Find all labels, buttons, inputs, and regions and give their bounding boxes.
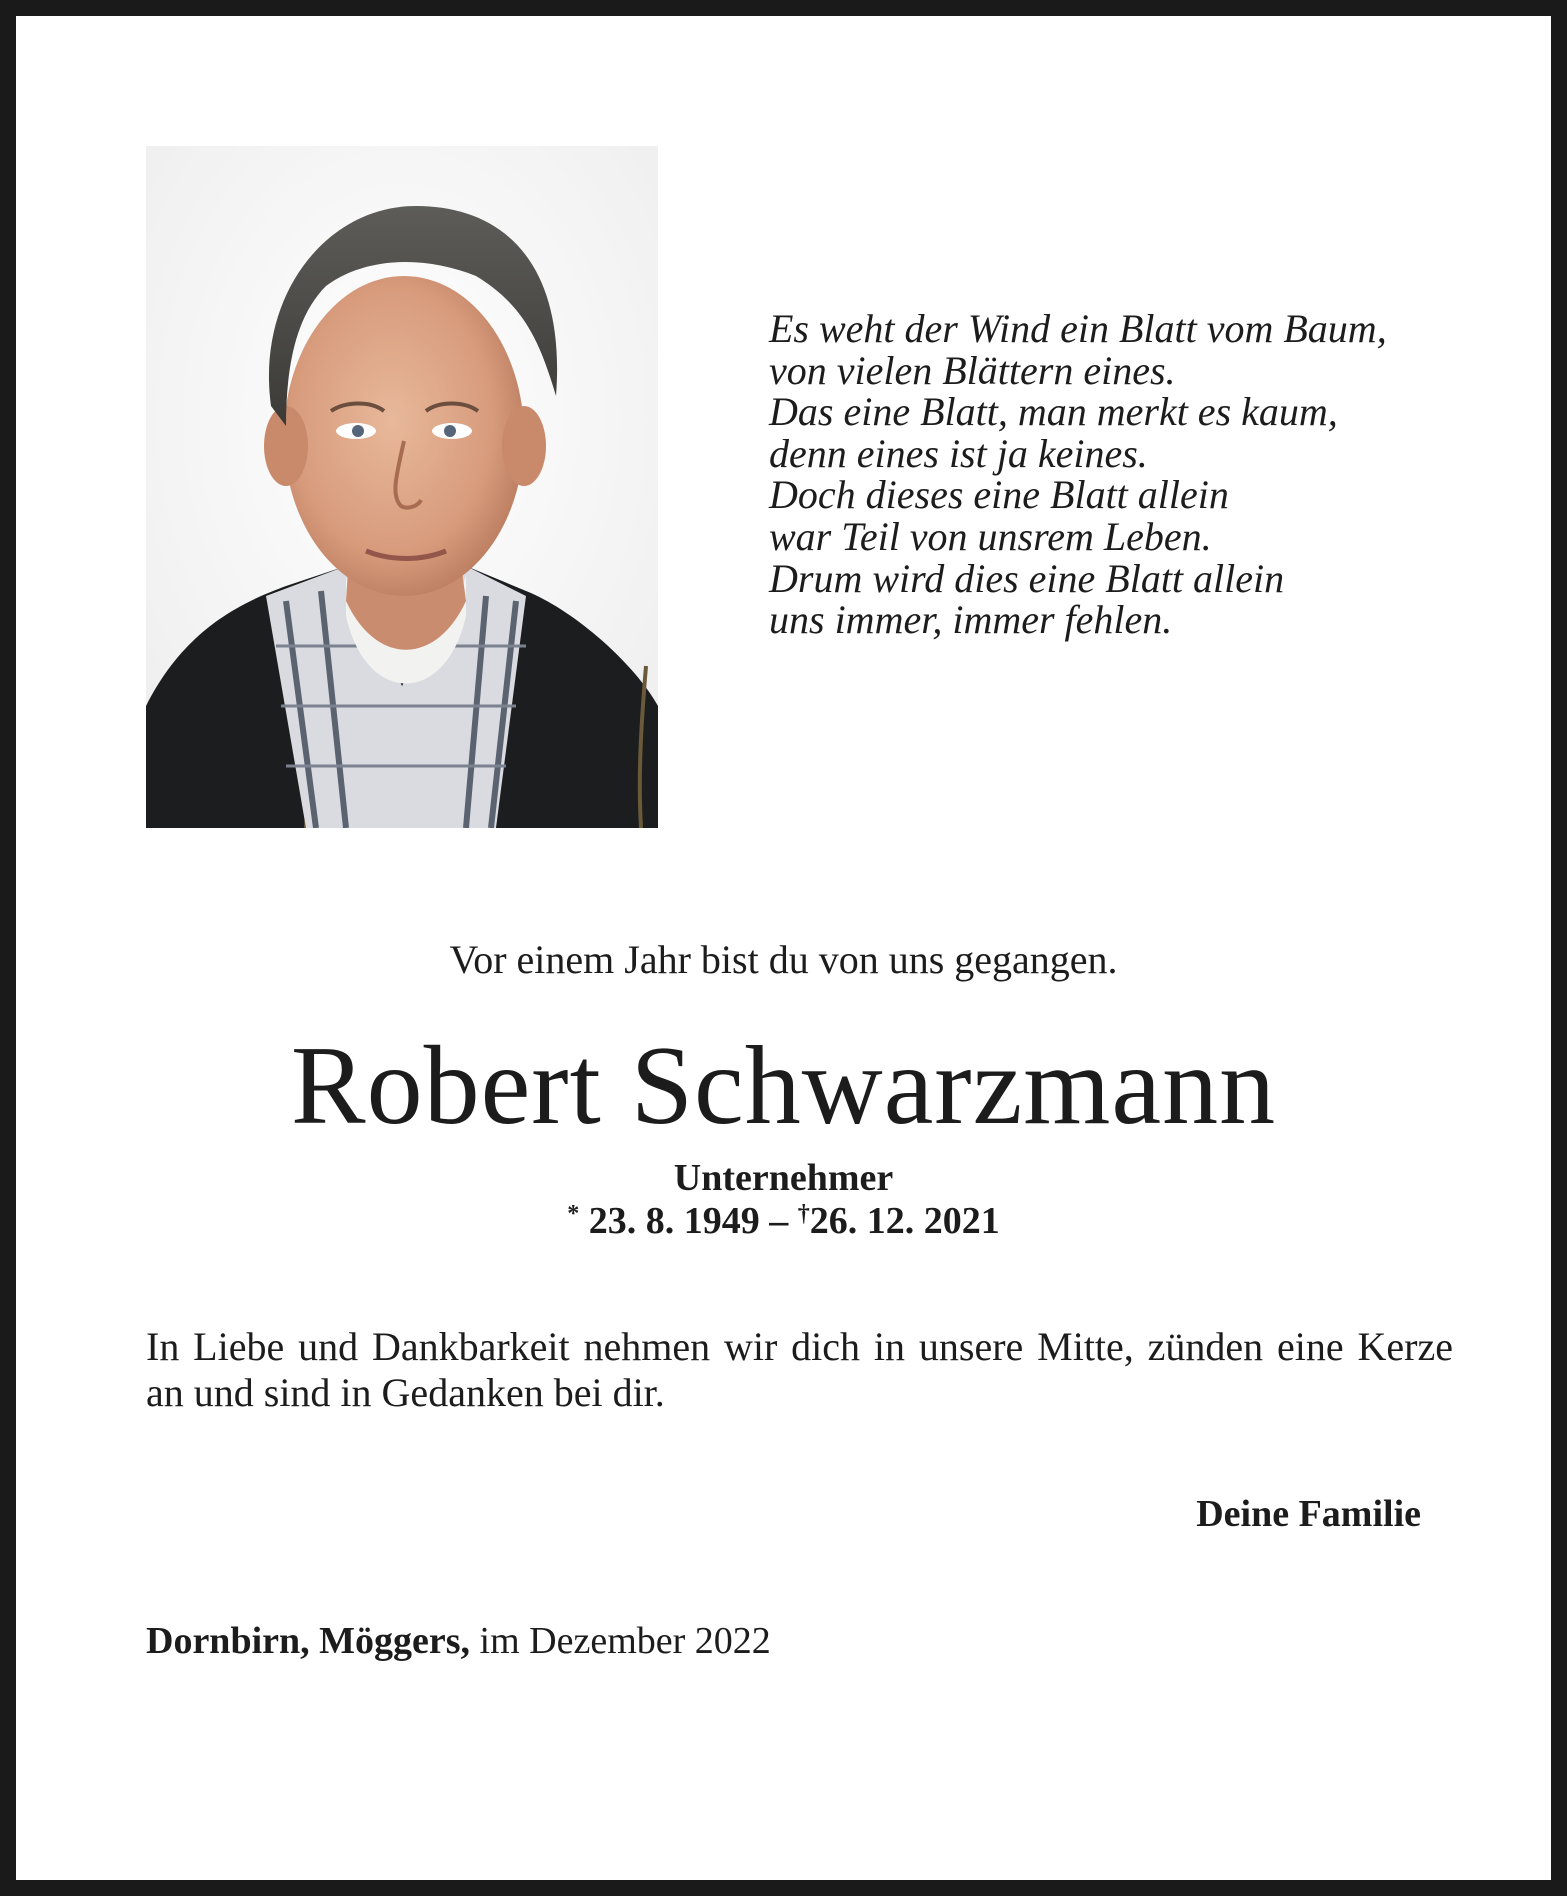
poem-line: Es weht der Wind ein Blatt vom Baum, [769, 306, 1387, 351]
memorial-message: In Liebe und Dankbarkeit nehmen wir dich in unsere Mitte, zünden eine Kerze an und sind in Gedanken bei dir. [146, 1324, 1453, 1415]
life-dates [16, 1199, 1551, 1243]
locations: Dornbirn, Möggers, [146, 1620, 471, 1662]
poem-line: von vielen Blättern eines. [769, 347, 1176, 393]
poem-line: Das eine Blatt, man merkt es kaum, [769, 389, 1338, 435]
portrait-illustration [146, 146, 658, 828]
publication-date: im Dezember 2022 [479, 1620, 771, 1662]
profession: Unternehmer [673, 1157, 894, 1199]
poem-line: denn eines ist ja keines. [769, 430, 1148, 476]
birth-date: 23. 8. 1949 [588, 1200, 760, 1242]
deceased-name: Robert Schwarzmann [290, 1024, 1277, 1148]
place-and-date [146, 1619, 771, 1663]
poem [769, 308, 1469, 641]
poem-line: Doch dieses eine Blatt allein [769, 472, 1229, 518]
death-symbol: † [797, 1201, 810, 1227]
date-separator: – [769, 1200, 789, 1242]
intro-text: Vor einem Jahr bist du von uns gegangen. [449, 937, 1118, 982]
poem-line: uns immer, immer fehlen. [769, 597, 1173, 643]
portrait-photo [146, 146, 658, 828]
death-date: 26. 12. 2021 [809, 1200, 1000, 1242]
poem-line: war Teil von unsrem Leben. [769, 513, 1212, 559]
poem-line: Drum wird dies eine Blatt allein [769, 555, 1285, 601]
signoff: Deine Familie [1196, 1493, 1421, 1535]
birth-symbol: * [567, 1201, 580, 1227]
